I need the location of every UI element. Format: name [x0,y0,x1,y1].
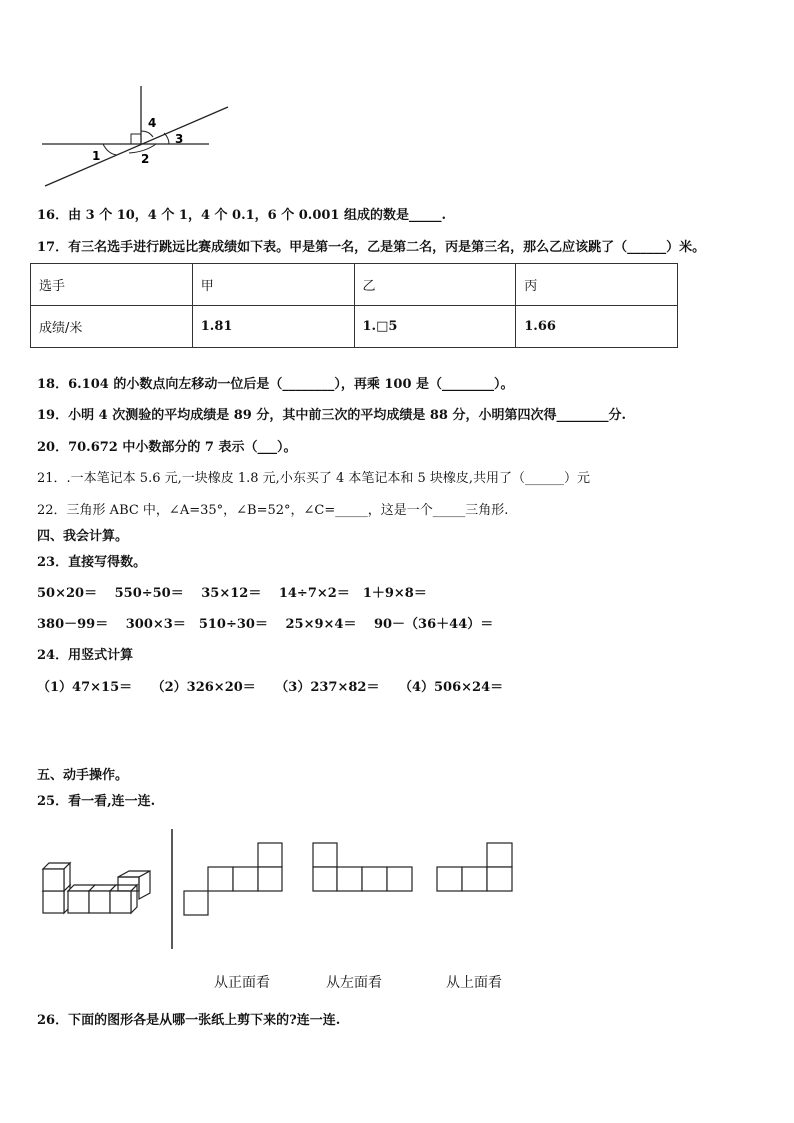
angle-label-1: 1 [92,149,101,163]
cube-stack-3d [43,863,150,913]
angle-label-4: 4 [148,116,157,130]
view-shape-2 [313,843,412,891]
q23-row-2: 380－99＝ 300×3＝ 510÷30＝ 25×9×4＝ 90－（36＋44）＝ [37,617,494,632]
table-header-cell: 甲 [192,264,354,306]
angle-label-3: 3 [175,132,184,146]
cube-views-figure [0,825,794,965]
view-shape-3 [437,843,512,891]
question-26: 26．下面的图形各是从哪一张纸上剪下来的?连一连. [37,1013,341,1028]
question-22: 22．三角形 ABC 中，∠A=35°，∠B=52°，∠C=_____，这是一个_____三角形. [37,503,509,518]
question-24: 24．用竖式计算 [37,648,134,663]
table-header-cell: 丙 [516,264,678,306]
table-header-cell: 乙 [354,264,516,306]
question-16: 16．由 3 个 10，4 个 1，4 个 0.1，6 个 0.001 组成的数是_____. [37,208,447,223]
table-cell: 1.81 [192,306,354,348]
score-table [30,263,678,348]
view-label-top: 从上面看 [446,975,502,991]
table-cell: 1.□5 [354,306,516,348]
table-cell: 成绩/米 [31,306,193,348]
table-header-row [31,264,678,306]
table-row [31,306,678,348]
table-header-cell: 选手 [31,264,193,306]
view-label-front: 从正面看 [214,975,270,991]
question-17: 17．有三名选手进行跳远比赛成绩如下表。甲是第一名，乙是第二名，丙是第三名，那么乙应该跳了（______）米。 [37,240,706,255]
section-5-heading: 五、动手操作。 [37,768,129,783]
q23-row-1: 50×20＝ 550÷50＝ 35×12＝ 14÷7×2＝ 1＋9×8＝ [37,586,427,601]
table-cell: 1.66 [516,306,678,348]
question-18: 18．6.104 的小数点向左移动一位后是（________），再乘 100 是（________）。 [37,377,514,392]
q24-row: （1）47×15＝ （2）326×20＝ （3）237×82＝ （4）506×24＝ [37,680,504,695]
question-19: 19．小明 4 次测验的平均成绩是 89 分，其中前三次的平均成绩是 88 分，小明第四次得________分. [37,408,626,423]
section-4-heading: 四、我会计算。 [37,529,129,544]
question-23: 23．直接写得数。 [37,555,147,570]
question-21: 21．.一本笔记本 5.6 元,一块橡皮 1.8 元,小东买了 4 本笔记本和 5 块橡皮,共用了（______）元 [37,471,591,486]
view-shape-1 [184,843,282,915]
view-label-left: 从左面看 [326,975,382,991]
angle-figure [0,0,794,200]
angle-label-2: 2 [141,152,150,166]
question-25: 25．看一看,连一连. [37,794,156,809]
question-20: 20．70.672 中小数部分的 7 表示（___）。 [37,440,297,455]
